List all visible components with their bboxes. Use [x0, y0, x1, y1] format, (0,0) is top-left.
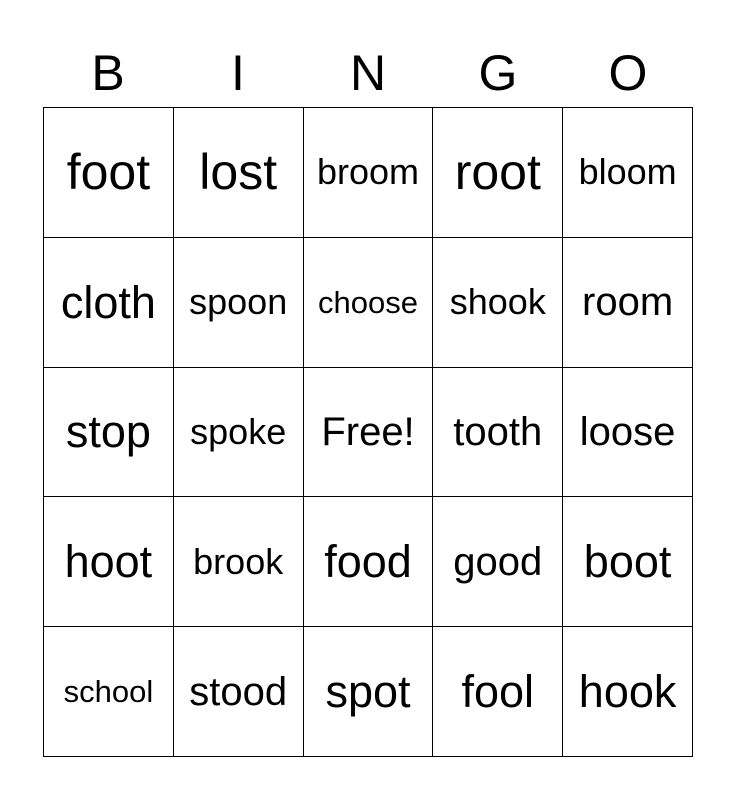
bingo-cell[interactable]: loose — [563, 368, 693, 498]
bingo-cell[interactable]: brook — [174, 497, 304, 627]
bingo-cell[interactable]: stood — [174, 627, 304, 757]
bingo-cell[interactable]: tooth — [433, 368, 563, 498]
bingo-cell[interactable]: lost — [174, 108, 304, 238]
free-space-cell[interactable]: Free! — [304, 368, 434, 498]
bingo-cell[interactable]: spoon — [174, 238, 304, 368]
bingo-cell[interactable]: bloom — [563, 108, 693, 238]
bingo-board — [43, 107, 693, 757]
header-letter-g: G — [478, 45, 518, 101]
header-letter-b: B — [91, 45, 125, 101]
bingo-cell[interactable]: broom — [304, 108, 434, 238]
bingo-cell[interactable]: hoot — [44, 497, 174, 627]
bingo-cell[interactable]: shook — [433, 238, 563, 368]
header-letter-o: O — [608, 45, 648, 101]
bingo-cell[interactable]: food — [304, 497, 434, 627]
bingo-cell[interactable]: room — [563, 238, 693, 368]
bingo-cell[interactable]: stop — [44, 368, 174, 498]
bingo-cell[interactable]: boot — [563, 497, 693, 627]
bingo-cell[interactable]: choose — [304, 238, 434, 368]
header-letter-n: N — [349, 45, 387, 101]
bingo-cell[interactable]: foot — [44, 108, 174, 238]
bingo-cell[interactable]: cloth — [44, 238, 174, 368]
bingo-cell[interactable]: spoke — [174, 368, 304, 498]
bingo-cell[interactable]: root — [433, 108, 563, 238]
bingo-cell[interactable]: good — [433, 497, 563, 627]
header-letter-i: I — [231, 45, 245, 101]
bingo-cell[interactable]: spot — [304, 627, 434, 757]
bingo-cell[interactable]: school — [44, 627, 174, 757]
bingo-cell[interactable]: fool — [433, 627, 563, 757]
bingo-cell[interactable]: hook — [563, 627, 693, 757]
bingo-header — [43, 40, 693, 106]
